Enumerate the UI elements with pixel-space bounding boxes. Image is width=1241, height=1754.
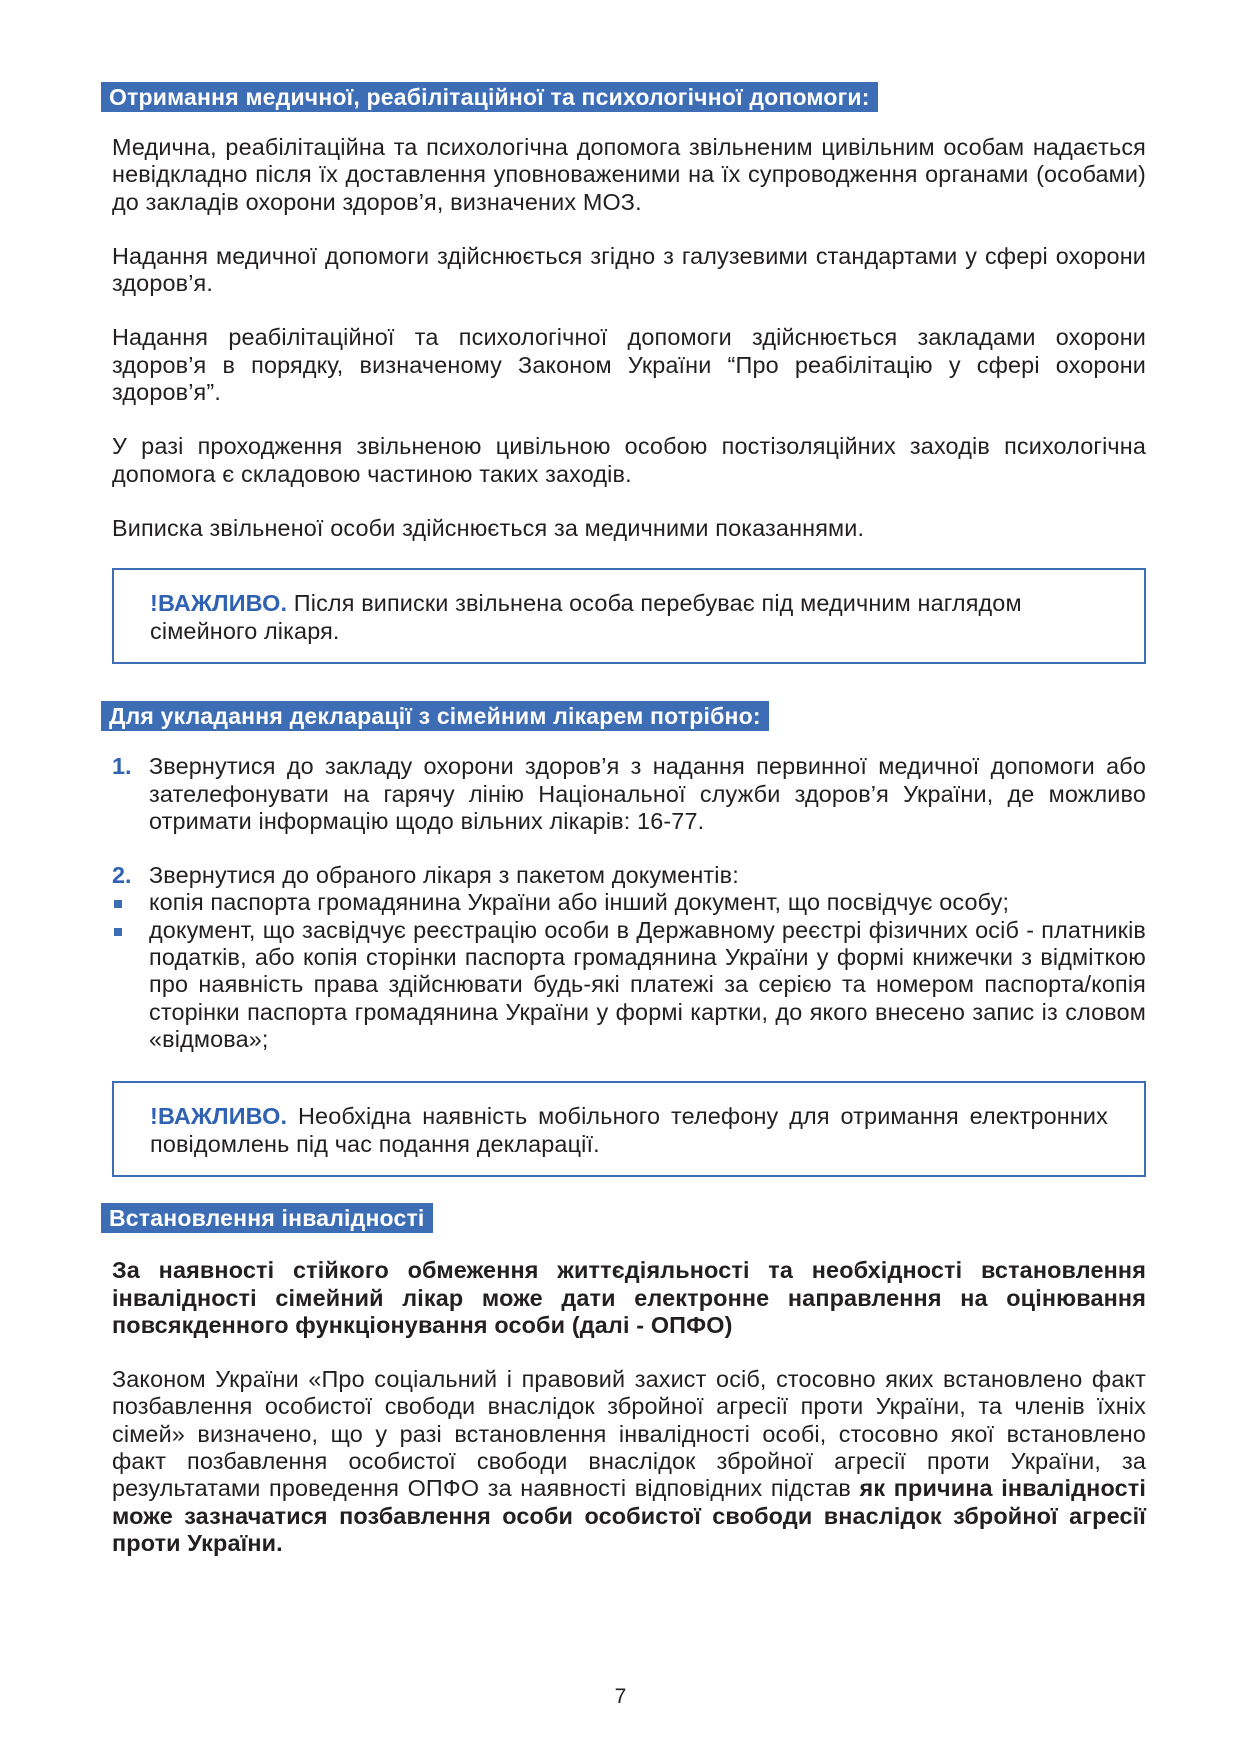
paragraph-discharge: Виписка звільненої особи здійснюється за медичними показаннями.	[112, 514, 865, 541]
bullet-item-passport	[112, 889, 1146, 916]
bullet-item-tax-document	[112, 917, 1146, 1053]
list-number: 2.	[112, 862, 132, 889]
document-page	[109, 82, 1146, 1557]
paragraph-disability-law	[112, 1366, 1146, 1557]
list-item	[112, 862, 1146, 889]
section-heading-disability: Встановлення інвалідності	[101, 1203, 433, 1233]
important-label: !ВАЖЛИВО.	[150, 590, 288, 617]
list-item-text: Звернутися до обраного лікаря з пакетом документів:	[149, 862, 739, 889]
bullet-item-text: документ, що засвідчує реєстрацію особи в Державному реєстрі фізичних осіб - платників податків, або копія сторінки паспорта громадянина України у формі книжечки з відміткою про наявність права здійснювати будь-які платежі за серією та номером паспорта/копія сторінки паспорта громадянина України у формі картки, до якого внесено запис із словом «відмова»;	[149, 916, 1146, 1052]
section-declaration	[101, 701, 1146, 731]
list-item-text: Звернутися до закладу охорони здоров’я з надання первинної медичної допомоги або зателефонувати на гарячу лінію Національної служби здоров’я України, де можливо отримати інформацію щодо вільних лікарів: 16-77.	[149, 753, 1146, 834]
list-item	[112, 753, 1146, 835]
paragraph-disability-law-text: Законом України «Про соціальний і правовий захист осіб, стосовно яких встановлено факт позбавлення особистої свободи внаслідок збройної агресії проти України, та членів їхніх сімей» визначено, що у разі встановлення інвалідності особі, стосовно якої встановлено факт позбавлення особистої свободи внаслідок збройної агресії проти України, за результатами проведення ОПФО за наявності відповідних підстав	[112, 1366, 1146, 1502]
paragraph-rehabilitation: Надання реабілітаційної та психологічної допомоги здійснюється закладами охорони здоров’я в порядку, визначеному Законом України “Про реабілітацію у сфері охорони здоров’я”.	[112, 324, 1146, 406]
important-label: !ВАЖЛИВО.	[150, 1103, 288, 1130]
bullet-item-text: копія паспорта громадянина України або інший документ, що посвідчує особу;	[149, 889, 1010, 916]
bullet-square-icon	[112, 917, 149, 1053]
important-note-text: Після виписки звільнена особа перебуває під медичним наглядом сімейного лікаря.	[150, 590, 1022, 644]
important-note-text: Необхідна наявність мобільного телефону для отримання електронних повідомлень під час подання декларації.	[150, 1103, 1108, 1157]
section-heading-medical-help: Отримання медичної, реабілітаційної та психологічної допомоги:	[101, 82, 878, 112]
page-number: 7	[614, 1685, 627, 1708]
section-disability	[101, 1203, 1146, 1233]
list-number: 1.	[112, 753, 132, 780]
bullet-square-icon	[112, 889, 149, 916]
paragraph-post-isolation: У разі проходження звільненою цивільною особою постізоляційних заходів психологічна допомога є складовою частиною таких заходів.	[112, 433, 1146, 487]
important-note-phone	[112, 1081, 1146, 1177]
paragraph-disability-law-bold: як причина інвалідності може зазначатися позбавлення особи особистої свободи внаслідок збройної агресії проти України.	[112, 1475, 1146, 1556]
important-note-discharge	[112, 568, 1146, 664]
paragraph-disability-referral: За наявності стійкого обмеження життєдіяльності та необхідності встановлення інвалідності сімейний лікар може дати електронне направлення на оцінювання повсякденного функціонування особи (далі - ОПФО)	[112, 1257, 1146, 1338]
paragraph-medical-help: Медична, реабілітаційна та психологічна допомога звільненим цивільним особам надається невідкладно після їх доставлення уповноваженими на їх супроводження органами (особами) до закладів охорони здоров’я, визначених МОЗ.	[112, 134, 1146, 215]
paragraph-medical-standards: Надання медичної допомоги здійснюється згідно з галузевими стандартами у сфері охорони здоров’я.	[112, 242, 1146, 297]
section-heading-declaration: Для укладання декларації з сімейним лікарем потрібно:	[101, 701, 769, 731]
section-medical-help	[101, 82, 1146, 112]
